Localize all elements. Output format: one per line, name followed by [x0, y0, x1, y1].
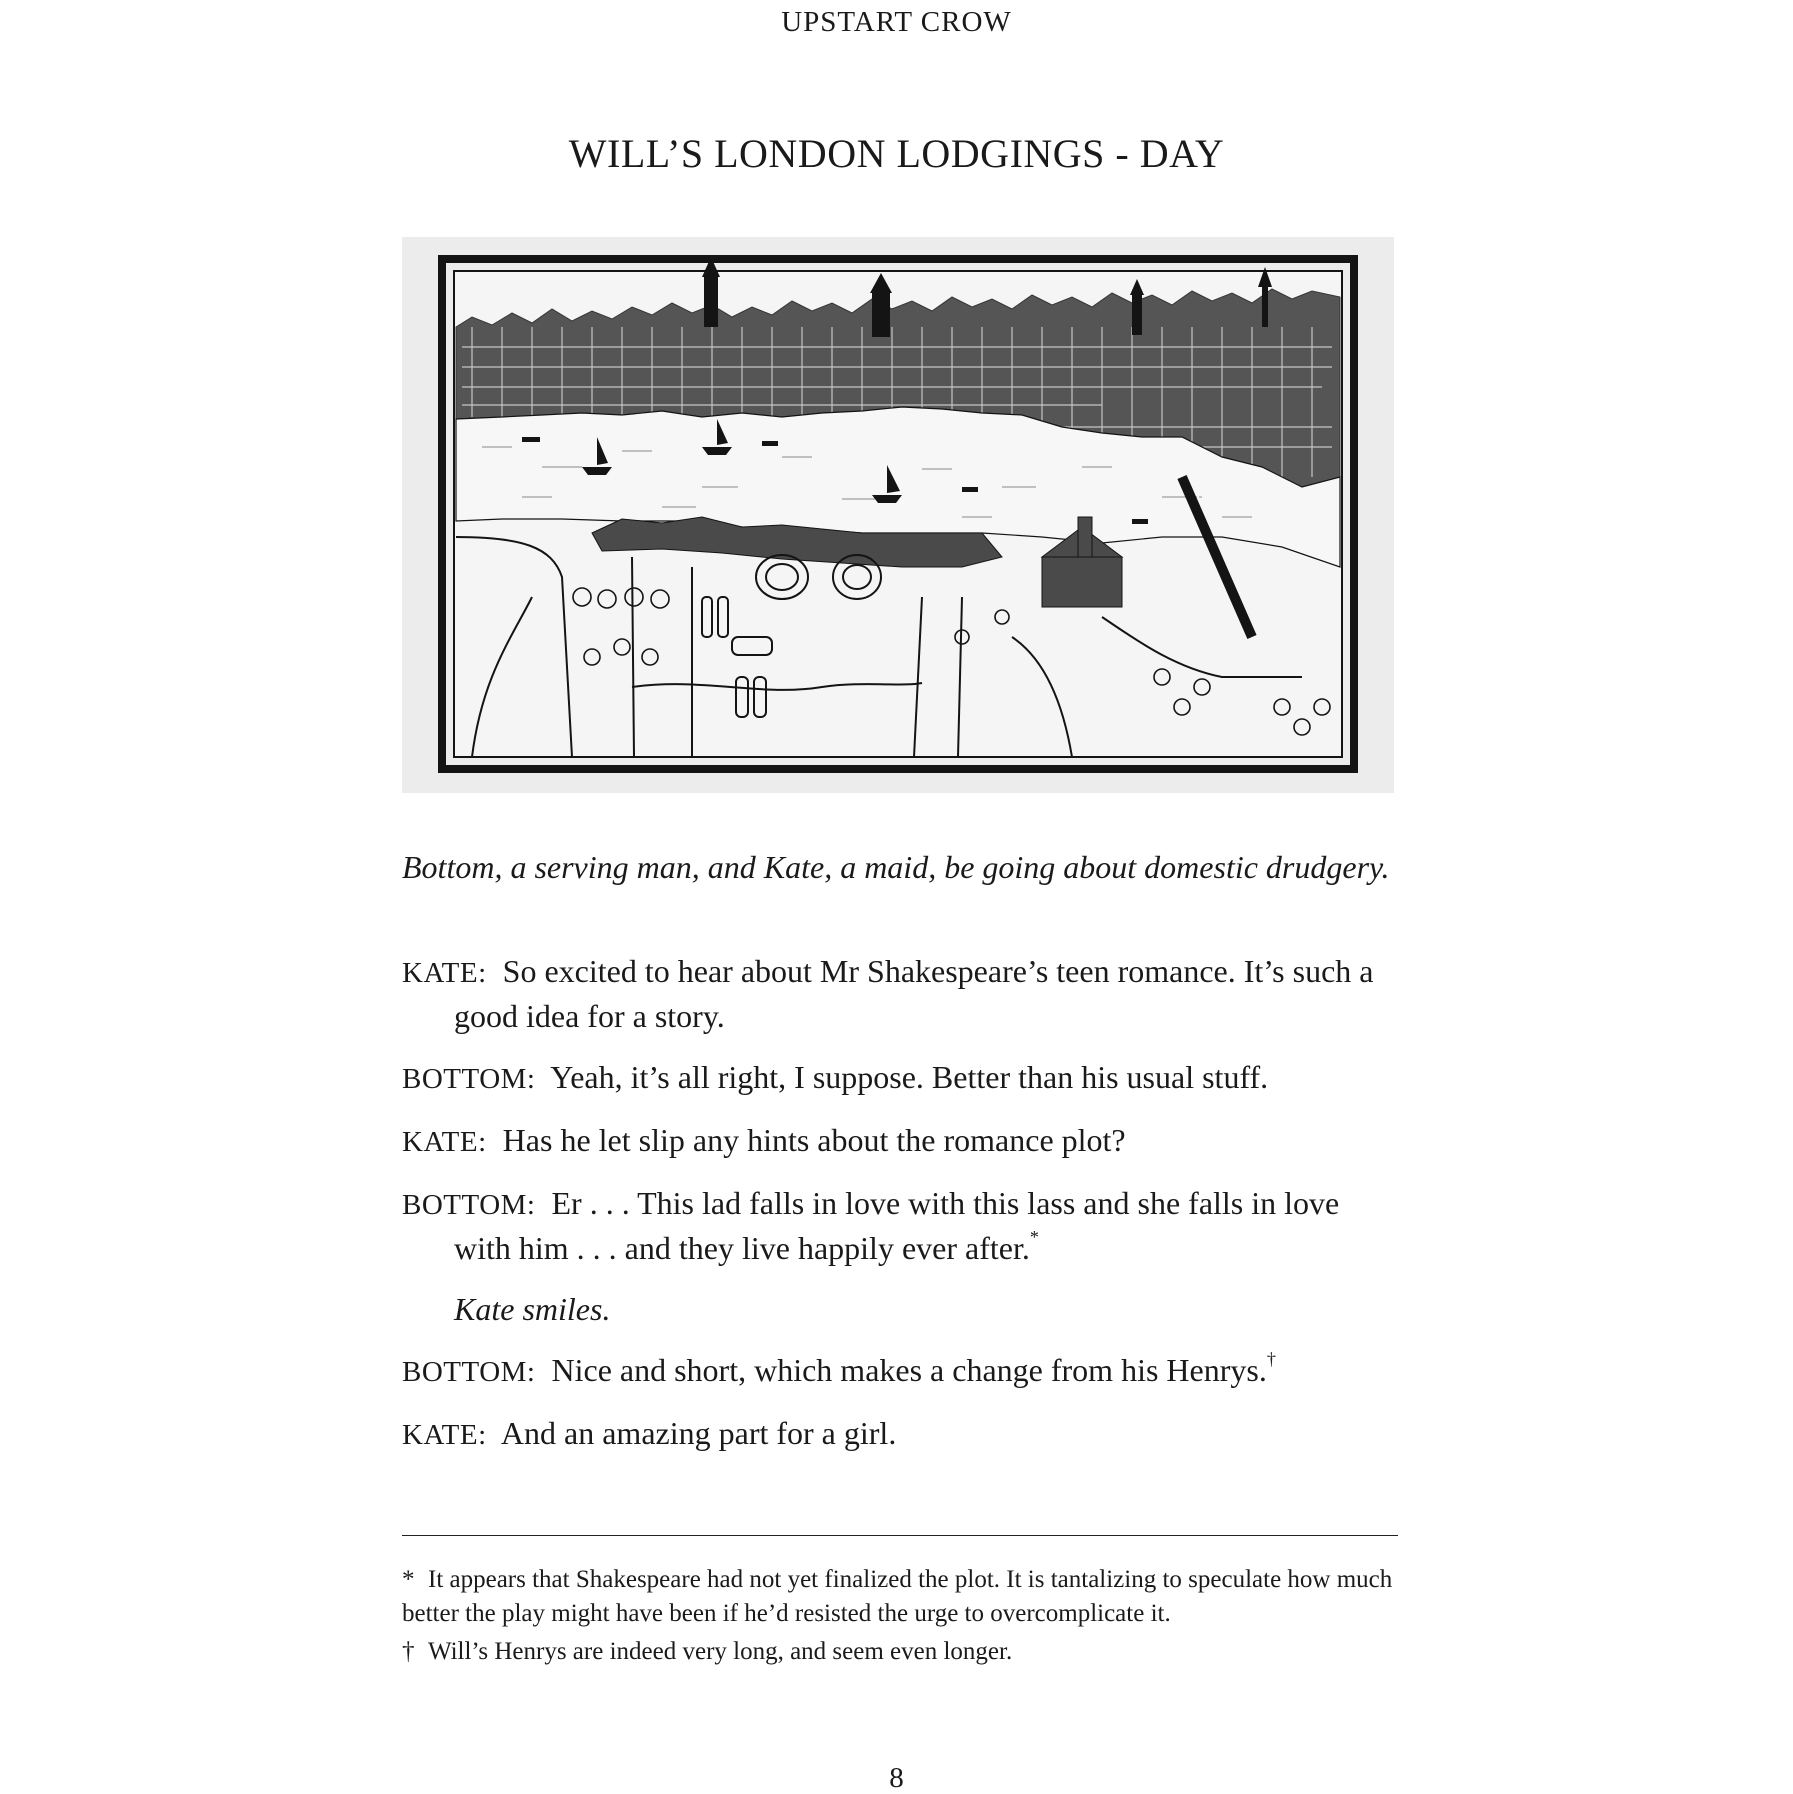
london-woodcut-illustration: [402, 237, 1394, 793]
footnote-text: Will’s Henrys are indeed very long, and seem even longer.: [428, 1638, 1013, 1665]
dialogue-text: So excited to hear about Mr Shakespeare’s teen romance. It’s such a good idea for a story.: [454, 953, 1374, 1034]
dialogue-line: [402, 950, 1402, 1038]
speaker-name: BOTTOM:: [402, 1063, 536, 1095]
scene-heading: WILL’S LONDON LODGINGS - DAY: [568, 131, 1225, 176]
stage-direction: Kate smiles.: [454, 1291, 611, 1327]
speaker-name: BOTTOM:: [402, 1189, 536, 1221]
footnote-reference[interactable]: †: [1266, 1349, 1276, 1369]
dialogue-line: [402, 1349, 1402, 1394]
page-number: 8: [889, 1762, 904, 1794]
footnote-symbol: *: [402, 1566, 415, 1593]
dialogue-text: Yeah, it’s all right, I suppose. Better than his usual stuff.: [550, 1059, 1269, 1095]
dialogue-text: And an amazing part for a girl.: [500, 1415, 897, 1451]
dialogue-line: [402, 1056, 1402, 1101]
stage-direction-intro: Bottom, a serving man, and Kate, a maid, be going about domestic drudgery.: [402, 849, 1390, 885]
footnote-divider: [402, 1535, 1398, 1536]
dialogue-line: [402, 1119, 1402, 1164]
footnote-symbol: †: [402, 1638, 415, 1665]
dialogue-text: Has he let slip any hints about the romance plot?: [502, 1122, 1126, 1158]
footnote-text: It appears that Shakespeare had not yet finalized the plot. It is tantalizing to speculate how much better the play might have been if he’d resisted the urge to overcomplicate it.: [402, 1566, 1393, 1627]
footnotes: [402, 1563, 1402, 1673]
dialogue-text: Nice and short, which makes a change from his Henrys.: [551, 1352, 1267, 1388]
dialogue-text: Er . . . This lad falls in love with this lass and she falls in love with him . . . and they live happily ever after.: [454, 1185, 1340, 1266]
script-body: [402, 950, 1402, 1475]
speaker-name: KATE:: [402, 957, 487, 989]
speaker-name: KATE:: [402, 1126, 487, 1158]
footnote-reference[interactable]: *: [1029, 1227, 1039, 1247]
footnote: [402, 1563, 1402, 1631]
dialogue-line: [402, 1182, 1402, 1270]
footnote: [402, 1635, 1402, 1669]
dialogue-line: [402, 1412, 1402, 1457]
speaker-name: BOTTOM:: [402, 1356, 536, 1388]
running-head: UPSTART CROW: [781, 6, 1012, 38]
speaker-name: KATE:: [402, 1419, 487, 1451]
